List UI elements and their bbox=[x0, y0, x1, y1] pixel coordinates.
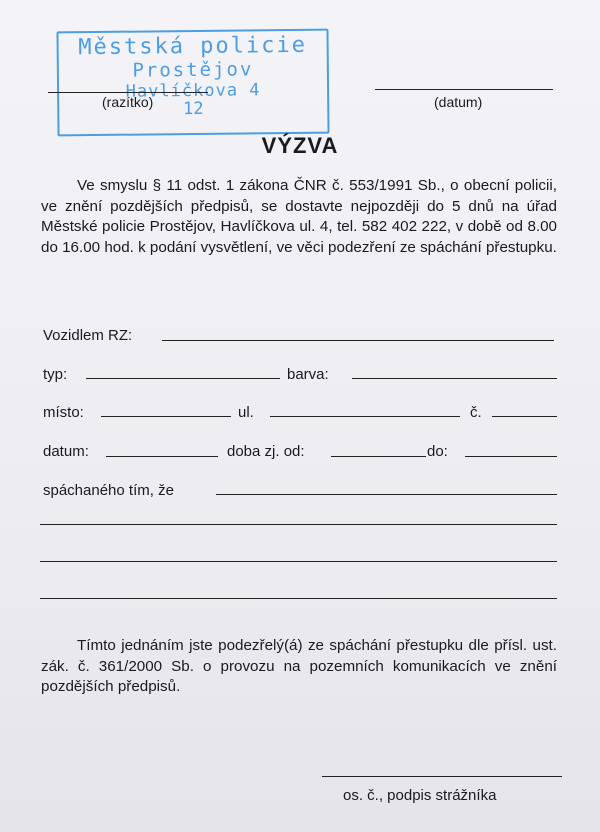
number-line[interactable] bbox=[492, 416, 557, 417]
form-title: VÝZVA bbox=[261, 133, 339, 158]
stamp-label: (razítko) bbox=[102, 94, 154, 110]
time-to-label: do: bbox=[427, 443, 448, 460]
date-label: (datum) bbox=[434, 94, 483, 110]
signature-label: os. č., podpis strážníka bbox=[343, 787, 497, 804]
stamp-line-1: Městská policie bbox=[78, 32, 308, 61]
police-stamp bbox=[56, 29, 329, 137]
street-label: ul. bbox=[238, 404, 254, 421]
stamp-line-3: Havlíčkova 4 bbox=[125, 80, 261, 102]
time-from-label: doba zj. od: bbox=[227, 443, 305, 460]
place-label: místo: bbox=[43, 404, 84, 421]
vehicle-line[interactable] bbox=[162, 340, 554, 341]
intro-paragraph: Ve smyslu § 11 odst. 1 zákona ČNR č. 553/1991 Sb., o obecní policii, ve znění pozdějších předpisů, se dostavte nejpozději do 5 dnů na úřad Městské policie Prostějov, Havlíčkova ul. 4, tel. 582 402 222, v době od 8.00 do 16.00 hod. k podání vysvětlení, ve věci podezření ze spáchání přestupku. bbox=[41, 177, 557, 256]
date-field-line[interactable] bbox=[106, 456, 218, 457]
type-line[interactable] bbox=[86, 378, 280, 379]
stamp-line-2: Prostějov bbox=[132, 58, 254, 82]
committed-line-3[interactable] bbox=[40, 561, 557, 562]
stamp-line-4: 12 bbox=[182, 98, 204, 120]
stamp-underline bbox=[48, 92, 208, 93]
color-label: barva: bbox=[287, 366, 329, 383]
closing-paragraph: Tímto jednáním jste podezřelý(á) ze spáchání přestupku dle přísl. ust. zák. č. 361/2000 Sb. o provozu na pozemních komunikacích ve znění pozdějších předpisů. bbox=[41, 637, 557, 695]
date-underline bbox=[375, 89, 553, 90]
time-from-line[interactable] bbox=[331, 456, 426, 457]
committed-line-1[interactable] bbox=[216, 494, 557, 495]
signature-line[interactable] bbox=[322, 776, 562, 777]
committed-line-2[interactable] bbox=[40, 524, 557, 525]
color-line[interactable] bbox=[352, 378, 557, 379]
number-label: č. bbox=[470, 404, 482, 421]
committed-label: spáchaného tím, že bbox=[43, 482, 174, 499]
committed-line-4[interactable] bbox=[40, 598, 557, 599]
vehicle-label: Vozidlem RZ: bbox=[43, 327, 133, 344]
date-field-label: datum: bbox=[43, 443, 89, 460]
street-line[interactable] bbox=[270, 416, 460, 417]
type-label: typ: bbox=[43, 366, 68, 383]
place-line[interactable] bbox=[101, 416, 231, 417]
time-to-line[interactable] bbox=[465, 456, 557, 457]
